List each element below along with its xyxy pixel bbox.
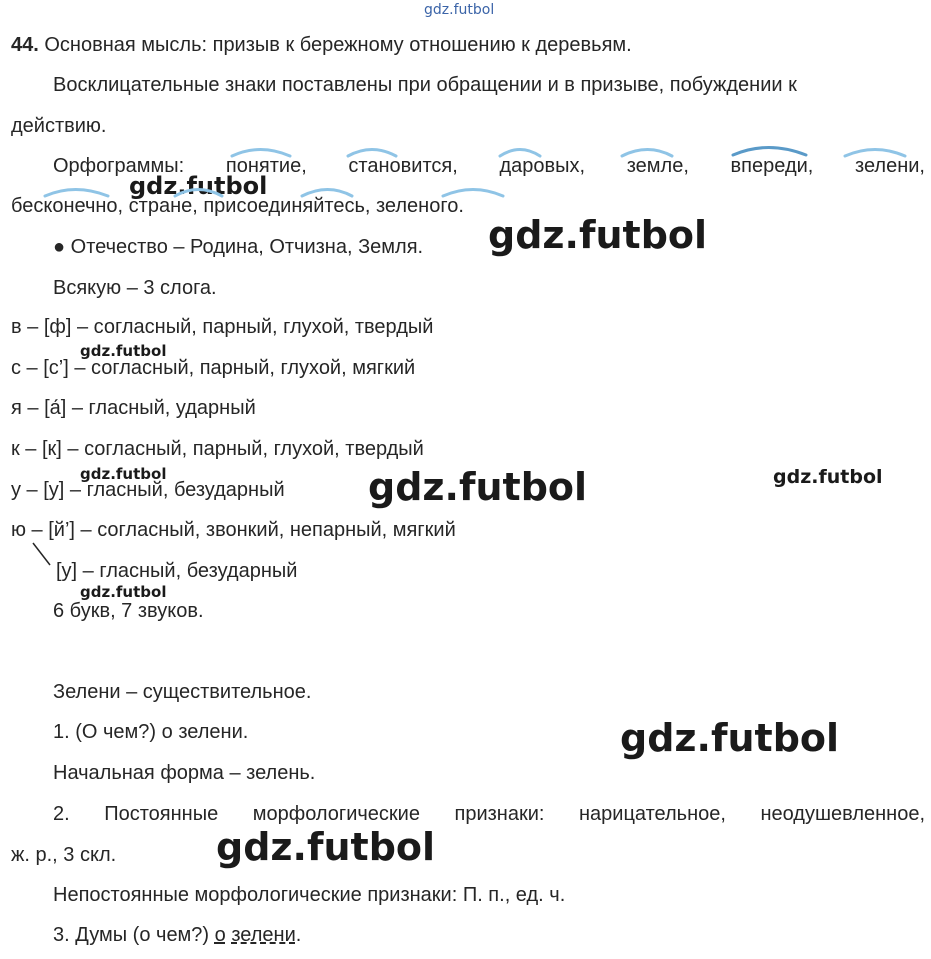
watermark: gdz.futbol [368,465,588,509]
phonetic-line: у – [у] – гласный, безударный [11,479,285,501]
line-punctuation: Восклицательные знаки поставлены при обращении и в призыве, побуждении к [53,74,797,96]
text: Основная мысль: призыв к бережному отношению к деревьям. [44,34,632,56]
preposition-underlined: о [214,924,226,946]
watermark: gdz.futbol [488,213,708,257]
watermark: gdz.futbol [80,342,167,360]
text: . [295,924,302,946]
watermark: gdz.futbol [80,465,167,483]
phonetic-line: в – [ф] – согласный, парный, глухой, твердый [11,316,434,338]
line-punctuation-cont: действию. [11,115,107,137]
morph-title: Зелени – существительное. [53,681,312,703]
morph-step-2-cont: ж. р., 3 скл. [11,844,117,866]
line-orthograms: Орфограммы: понятие, становится, даровых, земле, впереди, зелени, [53,155,925,177]
line-syllables: Всякую – 3 слога. [53,277,217,299]
line-main-idea [11,33,632,57]
phonetic-line: с – [с’] – согласный, парный, глухой, мягкий [11,357,416,379]
watermark: gdz.futbol [620,716,840,760]
morph-step-2: 2. Постоянные морфологические признаки: нарицательное, неодушевленное, [53,803,925,825]
watermark: gdz.futbol [80,583,167,601]
phonetic-line: ю – [й’] – согласный, звонкий, непарный, мягкий [11,519,456,541]
exercise-number: 44. [11,34,39,56]
watermark: gdz.futbol [129,172,268,200]
word-underlined: зелени [231,924,296,946]
branch-line [33,543,50,565]
line-synonyms: ● Отечество – Родина, Отчизна, Земля. [53,236,424,258]
morph-step-1: 1. (О чем?) о зелени. [53,721,249,743]
watermark-top: gdz.futbol [424,2,495,18]
phonetic-line: [у] – гласный, безударный [56,560,298,582]
letters-sounds-count: 6 букв, 7 звуков. [53,600,204,622]
watermark: gdz.futbol [773,466,883,488]
morph-step-3 [53,923,301,947]
phonetic-line: к – [к] – согласный, парный, глухой, твердый [11,438,424,460]
phonetic-line: я – [а́] – гласный, ударный [11,397,256,419]
watermark: gdz.futbol [216,825,436,869]
text: 3. Думы (о чем?) [53,924,215,946]
line-orthograms-cont: бесконечно, стране, присоединяйтесь, зеленого. [11,195,464,217]
morph-initial-form: Начальная форма – зелень. [53,762,316,784]
morph-variable: Непостоянные морфологические признаки: П. п., ед. ч. [53,884,566,906]
